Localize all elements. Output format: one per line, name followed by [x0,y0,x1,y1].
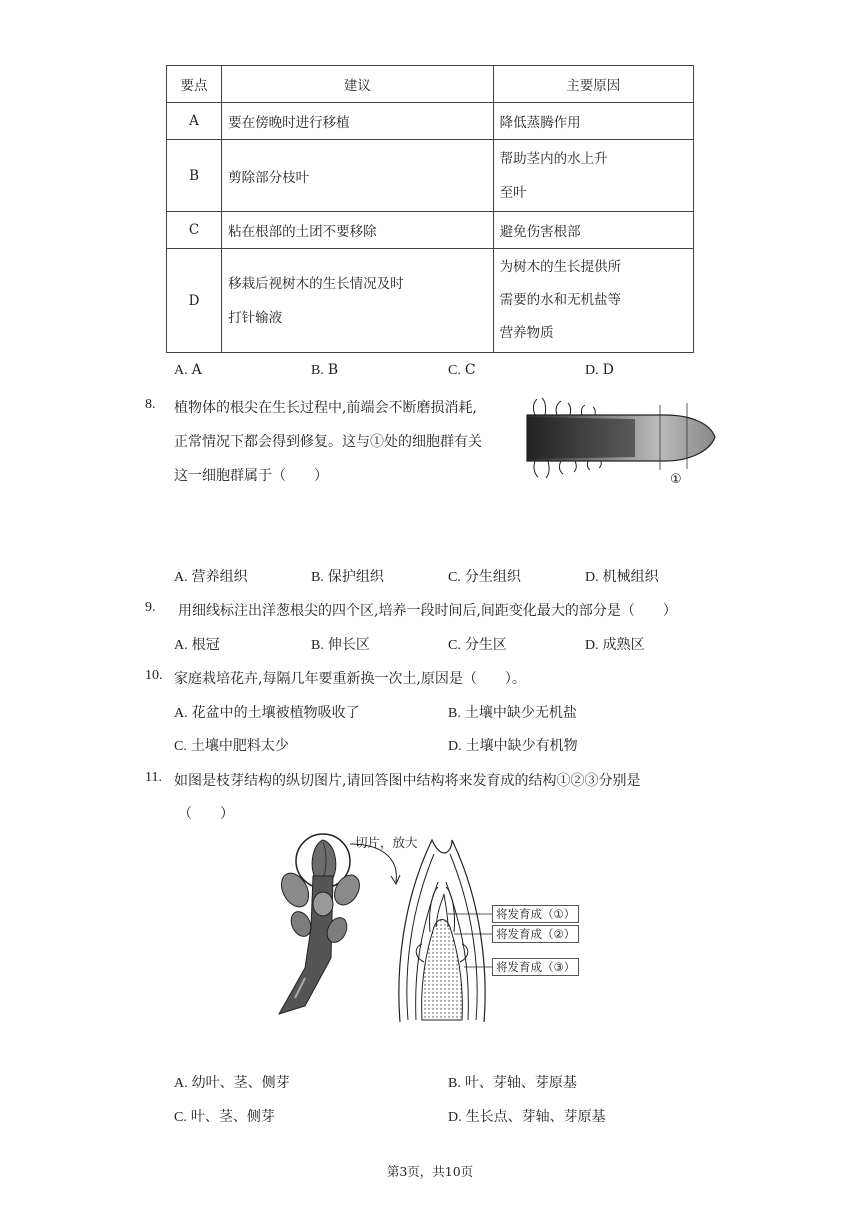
header-suggestion: 建议 [222,66,494,103]
q9-option-d[interactable] [585,634,645,654]
option-text: 叶、芽轴、芽原基 [464,1075,577,1091]
option-letter: B. [448,706,461,721]
option-text: C [464,362,476,378]
option-text: B [327,362,339,378]
q9-option-a[interactable] [174,634,220,654]
option-letter: B. [448,1076,461,1091]
q11-option-c[interactable] [174,1106,275,1126]
row-key: A [167,103,222,140]
q8-option-c[interactable] [448,566,521,586]
q7-option-b[interactable] [311,362,338,379]
option-text: 分生区 [464,637,507,653]
option-text: 叶、茎、侧芽 [190,1109,275,1125]
option-letter: A. [174,1076,188,1091]
q7-option-c[interactable] [448,362,476,379]
q8-number: 8. [145,397,156,412]
q7-option-d[interactable] [585,362,614,379]
option-text: 土壤中肥料太少 [190,738,289,754]
q7-table [166,65,694,353]
option-letter: C. [448,363,461,378]
row-suggestion: 粘在根部的土团不要移除 [222,212,494,249]
q11-option-d[interactable] [448,1106,606,1126]
reason-line: 为树木的生长提供所 [499,259,622,275]
q8-option-b[interactable] [311,566,384,586]
option-text: 幼叶、茎、侧芽 [191,1075,290,1091]
option-text: 伸长区 [327,637,370,653]
option-letter: C. [448,638,461,653]
cut-label: 切片，放大 [355,835,418,850]
option-text: 土壤中缺少有机物 [465,738,578,754]
reason-line: 帮助茎内的水上升 [499,150,608,167]
row-suggestion: 剪除部分枝叶 [222,140,494,212]
page-footer: 第3页，共10页 [386,1164,474,1179]
option-letter: B. [311,638,324,653]
option-text: 成熟区 [602,637,645,653]
suggestion-line: 移栽后视树木的生长情况及时 [228,275,404,292]
option-letter: B. [311,363,324,378]
option-letter: C. [174,1110,187,1125]
q10-option-a[interactable] [174,702,360,722]
option-letter: D. [585,638,599,653]
q11-option-b[interactable] [448,1072,577,1092]
table-row [167,103,694,140]
q10-number: 10. [145,668,163,683]
q9-text: 用细线标注出洋葱根尖的四个区,培养一段时间后,间距变化最大的部分是（ ） [178,603,677,619]
table-row [167,140,694,212]
row-suggestion: 要在傍晚时进行移植 [222,103,494,140]
q10-option-d[interactable] [448,735,578,755]
row-key: B [167,140,222,212]
option-letter: D. [585,363,599,378]
callout-2: 将发育成（②） [492,925,579,943]
header-reason: 主要原因 [493,66,693,103]
q10-option-c[interactable] [174,735,289,755]
q11-option-a[interactable] [174,1072,290,1092]
option-text: 营养组织 [191,569,248,585]
table-row [167,249,694,353]
option-text: 生长点、芽轴、芽原基 [465,1109,606,1125]
row-suggestion [222,249,494,353]
root-tip-label: ① [670,472,682,487]
q9-option-c[interactable] [448,634,507,654]
header-key: 要点 [167,66,222,103]
q9-number: 9. [145,600,156,615]
callout-3: 将发育成（③） [492,958,579,976]
option-letter: C. [174,739,187,754]
option-letter: A. [174,638,188,653]
row-reason: 避免伤害根部 [493,212,693,249]
q8-option-a[interactable] [174,566,248,586]
q7-option-a[interactable] [174,362,202,379]
option-letter: A. [174,570,188,585]
row-reason [493,140,693,212]
row-key: C [167,212,222,249]
option-text: A [191,362,202,378]
callout-1: 将发育成（①） [492,905,579,923]
row-reason [493,249,693,353]
reason-line: 营养物质 [499,325,554,341]
reason-line: 需要的水和无机盐等 [499,292,622,308]
q10-text: 家庭栽培花卉,每隔几年要重新换一次土,原因是（ ）。 [174,671,526,687]
table-header-row [167,66,694,103]
option-letter: D. [585,570,599,585]
table-row [167,212,694,249]
q8-line-2: 正常情况下都会得到修复。这与①处的细胞群有关 [174,434,482,450]
option-text: 保护组织 [327,569,384,585]
row-key: D [167,249,222,353]
q11-paren: （ ） [178,806,234,822]
root-tip-figure [515,395,725,490]
q9-option-b[interactable] [311,634,370,654]
q11-number: 11. [145,770,162,785]
option-text: D [602,362,614,378]
option-letter: A. [174,363,188,378]
q8-option-d[interactable] [585,566,659,586]
option-letter: D. [448,1110,462,1125]
option-letter: C. [448,570,461,585]
row-reason: 降低蒸腾作用 [493,103,693,140]
reason-line: 至叶 [499,184,527,201]
suggestion-line: 打针输液 [228,309,283,326]
option-text: 根冠 [191,637,220,653]
q8-line-3: 这一细胞群属于（ ） [174,468,328,484]
option-letter: D. [448,739,462,754]
option-text: 土壤中缺少无机盐 [464,705,577,721]
q10-option-b[interactable] [448,702,577,722]
option-text: 花盆中的土壤被植物吸收了 [191,705,360,721]
option-letter: B. [311,570,324,585]
option-text: 机械组织 [602,569,659,585]
option-letter: A. [174,706,188,721]
q11-text: 如图是枝芽结构的纵切图片,请回答图中结构将来发育成的结构①②③分别是 [174,773,641,789]
bud-section-diagram [392,832,492,1026]
option-text: 分生组织 [464,569,521,585]
q8-line-1: 植物体的根尖在生长过程中,前端会不断磨损消耗, [174,400,477,416]
